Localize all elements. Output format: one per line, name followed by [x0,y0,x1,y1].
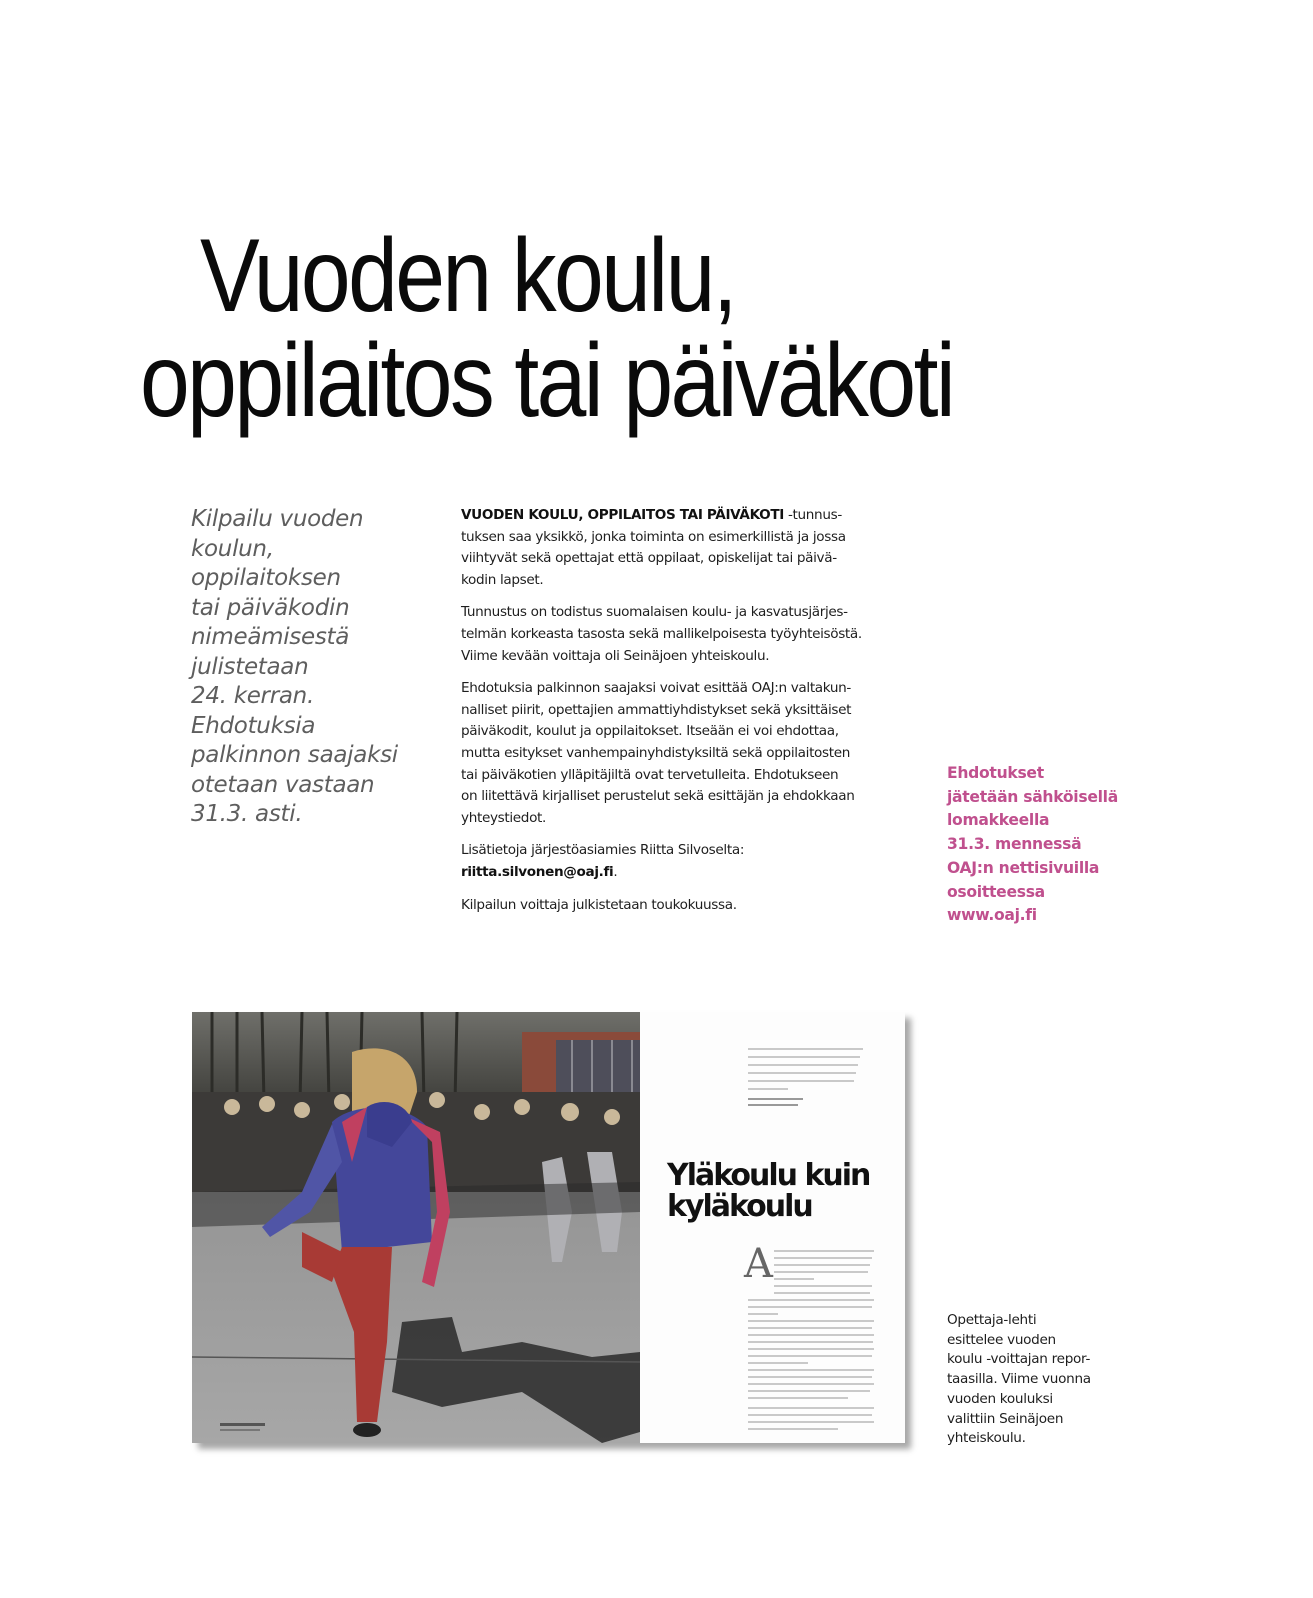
note-line: osoitteessa [947,882,1045,901]
body-paragraph-4 [461,840,911,883]
headline-line-2: oppilaitos tai päiväkoti [140,323,954,439]
caption-line: yhteiskoulu. [947,1430,1026,1447]
body-paragraph-1 [461,505,911,591]
submission-note [947,762,1147,928]
body-line: tuksen saa yksikkö, jonka toiminta on esimerkillistä ja jossa [461,528,846,545]
note-line: Ehdotukset [947,764,1044,782]
lead-paragraph [191,505,431,830]
byline-line [748,1104,798,1106]
body-paragraph-3 [461,678,911,829]
intro-text-line [748,1080,854,1082]
note-line: lomakkeella [947,811,1050,830]
body-line: telmän korkeasta tasosta sekä mallikelpoisesta työyhteisöstä. [461,625,862,642]
article-title [667,1160,869,1222]
dance-photo-illustration [192,1012,640,1443]
body-line: nalliset piirit, opettajien ammattiyhdistykset sekä yksittäiset [461,701,852,718]
body-line: kodin lapset. [461,571,544,588]
lead-line: 31.3. asti. [191,801,303,827]
body-paragraph-5 [461,895,911,917]
lead-line: palkinnon saajaksi [191,742,398,768]
body-text [461,505,911,927]
article-dropcap: A [744,1241,773,1287]
lead-line: Kilpailu vuoden [191,506,364,532]
lead-line: Ehdotuksia [191,712,316,739]
lead-line: tai päiväkodin [191,594,350,621]
lead-line: nimeämisestä [191,624,350,650]
note-line: jätetään sähköisellä [947,787,1118,806]
dance-photo [192,1012,640,1443]
article-title-line-2: kyläkoulu [667,1189,812,1224]
article-title-line-1: Yläkoulu kuin [667,1158,870,1193]
body-line [461,862,911,884]
image-caption [947,1311,1127,1449]
lead-line: 24. kerran. [191,683,314,709]
note-line: 31.3. mennessä [947,835,1082,854]
byline-line [748,1098,803,1100]
lead-line: koulun, [191,535,274,562]
lead-line: julistetaan [191,653,309,680]
contact-email-link[interactable]: riitta.silvonen@oaj.fi [461,863,614,880]
intro-text-line [748,1048,863,1050]
intro-text-line [748,1056,860,1058]
body-line: on liitettävä kirjalliset perustelut sekä esittäjän ja ehdokkaan [461,788,855,805]
article-page [640,1012,905,1443]
body-line: Tunnustus on todistus suomalaisen koulu- ja kasvatusjärjes- [461,604,848,621]
intro-text-line [748,1088,788,1090]
caption-line: vuoden kouluksi [947,1390,1053,1407]
intro-text-line [748,1072,856,1074]
caption-line: valittiin Seinäjoen [947,1410,1064,1427]
magazine-spread-image [192,1012,905,1443]
body-line: tai päiväkotien ylläpitäjiltä ovat tervetulleita. Ehdotukseen [461,766,839,783]
note-line: OAJ:n nettisivuilla [947,858,1100,877]
body-paragraph-2 [461,602,911,667]
lead-line: otetaan vastaan [191,771,375,798]
lead-line: oppilaitoksen [191,565,341,591]
caption-line: esittelee vuoden [947,1331,1056,1348]
body-line: Lisätietoja järjestöasiamies Riitta Silvoselta: [461,842,745,859]
email-suffix: . [613,863,618,880]
body-lead-in-rest: -tunnus- [784,507,842,523]
body-line: viihtyvät sekä opettajat että oppilaat, opiskelijat tai päivä- [461,550,837,567]
body-line [461,505,911,527]
body-line: päiväkodit, koulut ja oppilaitokset. Itseään ei voi ehdottaa, [461,723,839,740]
body-line: Ehdotuksia palkinnon saajaksi voivat esittää OAJ:n valtakun- [461,680,851,697]
caption-line: Opettaja-lehti [947,1312,1037,1328]
caption-line: koulu -voittajan repor- [947,1351,1091,1368]
intro-text-line [748,1064,858,1066]
body-line: yhteystiedot. [461,809,546,826]
body-lead-in: VUODEN KOULU, OPPILAITOS TAI PÄIVÄKOTI [461,507,785,523]
body-line: Viime kevään voittaja oli Seinäjoen yhteiskoulu. [461,647,770,664]
caption-line: taasilla. Viime vuonna [947,1371,1091,1388]
website-link[interactable]: www.oaj.fi [947,906,1037,925]
body-line: mutta esitykset vanhempainyhdistyksiltä sekä oppilaitosten [461,744,851,761]
body-line: Kilpailun voittaja julkistetaan toukokuussa. [461,896,737,913]
headline-line-1: Vuoden koulu, [200,218,736,334]
